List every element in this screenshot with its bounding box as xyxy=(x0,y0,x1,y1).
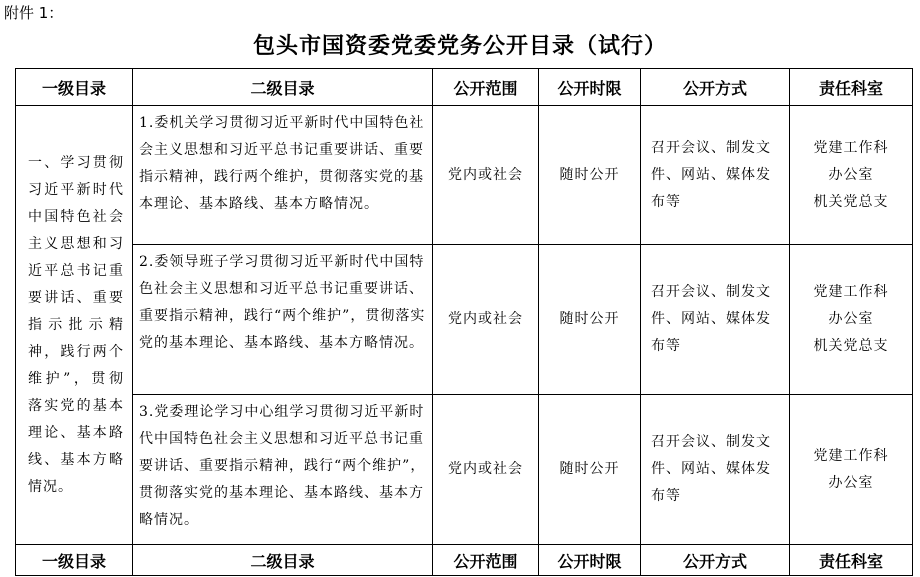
method-cell: 召开会议、制发文件、网站、媒体发布等 xyxy=(641,106,790,245)
column-header-level2: 二级目录 xyxy=(133,69,433,106)
scope-cell: 党内或社会 xyxy=(433,395,539,545)
column-header-method: 公开方式 xyxy=(641,545,790,576)
time-limit-cell: 随时公开 xyxy=(539,395,641,545)
table-row xyxy=(16,395,913,545)
column-header-method: 公开方式 xyxy=(641,69,790,106)
department-line: 党建工作科 xyxy=(813,139,889,156)
method-cell: 召开会议、制发文件、网站、媒体发布等 xyxy=(641,395,790,545)
level1-cell: 一、学习贯彻习近平新时代中国特色社会主义思想和习近平总书记重要讲话、重要指示批示精神，践行两个维护”，贯彻落实党的基本理论、基本路线、基本方略情况。 xyxy=(16,106,133,545)
level2-cell: 1.委机关学习贯彻习近平新时代中国特色社会主义思想和习近平总书记重要讲话、重要指示精神，践行两个维护，贯彻落实党的基本理论、基本路线、基本方略情况。 xyxy=(133,106,433,245)
department-line: 党建工作科 xyxy=(813,447,889,464)
column-header-scope: 公开范围 xyxy=(433,545,539,576)
department-cell xyxy=(790,245,913,395)
department-cell xyxy=(790,395,913,545)
column-header-time-limit: 公开时限 xyxy=(539,545,641,576)
level2-cell: 2.委领导班子学习贯彻习近平新时代中国特色社会主义思想和习近平总书记重要讲话、重要指示精神，践行“两个维护”，贯彻落实党的基本理论、基本路线、基本方略情况。 xyxy=(133,245,433,395)
level2-cell: 3.党委理论学习中心组学习贯彻习近平新时代中国特色社会主义思想和习近平总书记重要讲话、重要指示精神，践行“两个维护”，贯彻落实党的基本理论、基本路线、基本方略情况。 xyxy=(133,395,433,545)
column-header-level2: 二级目录 xyxy=(133,545,433,576)
department-line: 办公室 xyxy=(828,474,874,491)
time-limit-cell: 随时公开 xyxy=(539,245,641,395)
department-line: 机关党总支 xyxy=(813,338,889,354)
method-cell: 召开会议、制发文件、网站、媒体发布等 xyxy=(641,245,790,395)
department-line: 党建工作科 xyxy=(813,284,889,300)
column-header-level1: 一级目录 xyxy=(16,69,133,106)
department-line: 办公室 xyxy=(828,166,874,183)
document-title: 包头市国资委党委党务公开目录（试行） xyxy=(252,34,667,59)
column-header-department: 责任科室 xyxy=(790,69,913,106)
department-line: 机关党总支 xyxy=(813,193,889,210)
column-header-department: 责任科室 xyxy=(790,545,913,576)
table-row xyxy=(16,245,913,395)
column-header-time-limit: 公开时限 xyxy=(539,69,641,106)
scope-cell: 党内或社会 xyxy=(433,245,539,395)
attachment-label: 附件 1： xyxy=(4,4,64,22)
department-line: 办公室 xyxy=(828,311,874,327)
header-row xyxy=(16,69,913,106)
directory-table xyxy=(15,68,913,576)
column-header-level1: 一级目录 xyxy=(16,545,133,576)
scope-cell: 党内或社会 xyxy=(433,106,539,245)
table-row xyxy=(16,106,913,245)
time-limit-cell: 随时公开 xyxy=(539,106,641,245)
department-cell xyxy=(790,106,913,245)
column-header-scope: 公开范围 xyxy=(433,69,539,106)
footer-header-row xyxy=(16,545,913,576)
